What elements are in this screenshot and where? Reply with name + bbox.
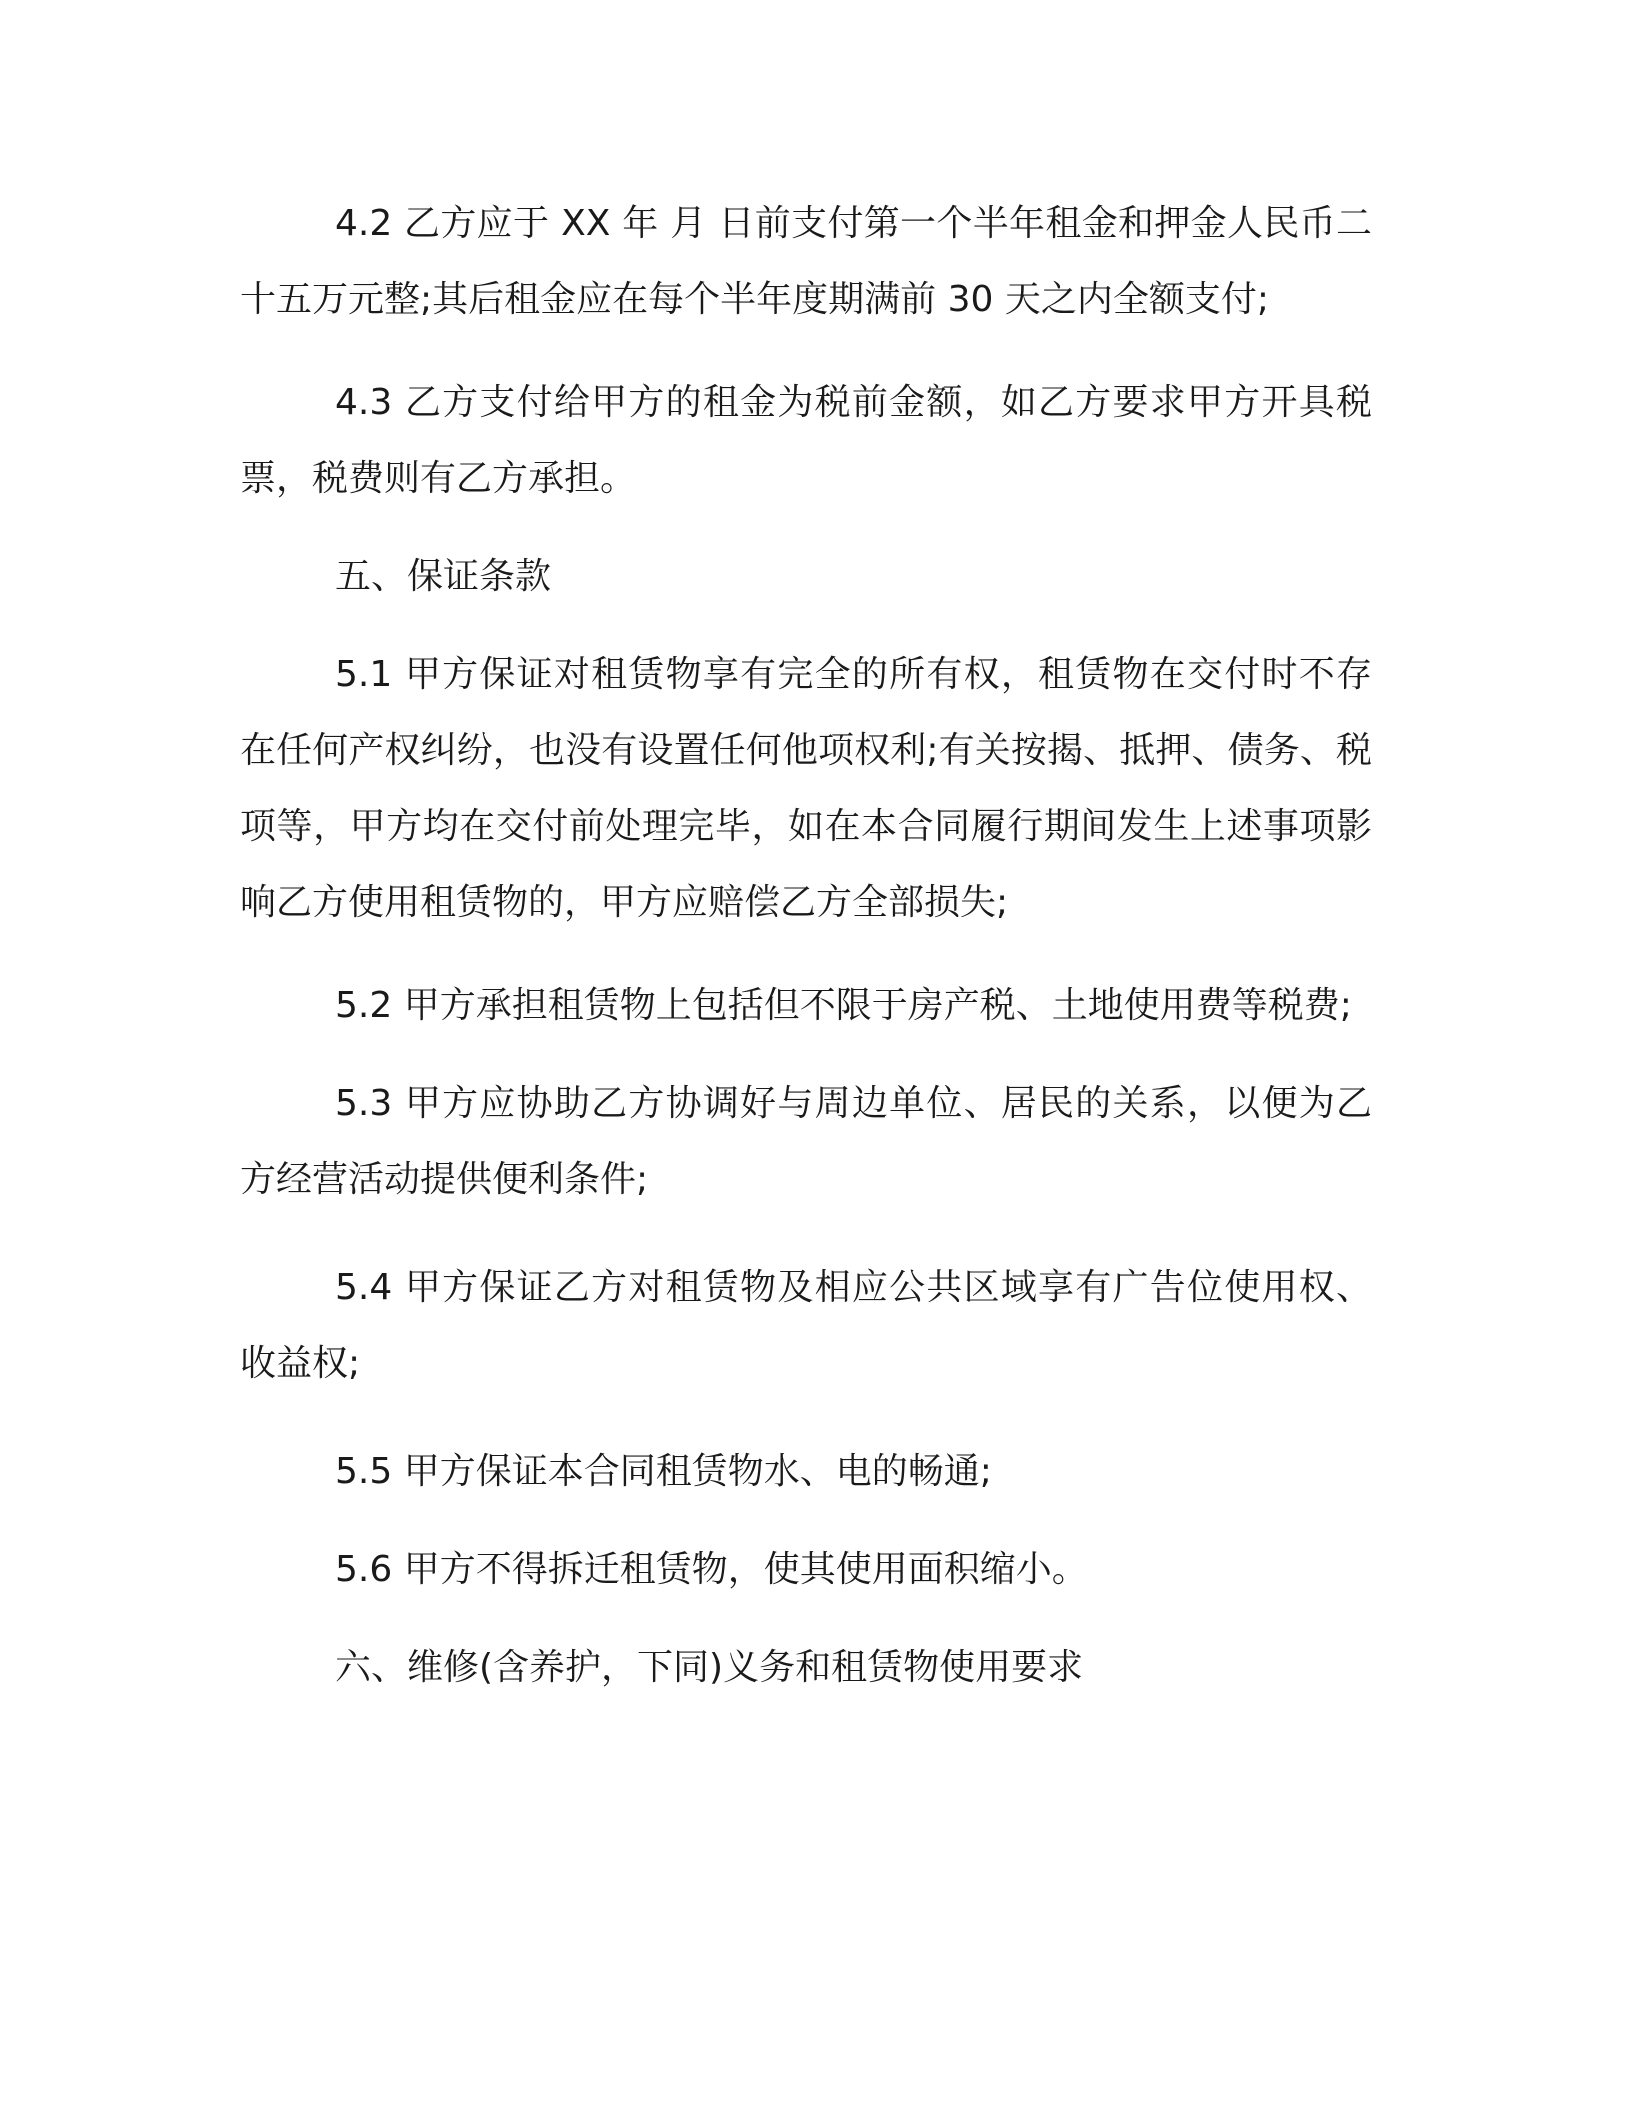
clause-5-4: 5.4 甲方保证乙方对租赁物及相应公共区域享有广告位使用权、收益权; xyxy=(240,1267,1372,1384)
section-heading-5: 五、保证条款 xyxy=(335,556,552,597)
clause-5-6: 5.6 甲方不得拆迁租赁物，使其使用面积缩小。 xyxy=(335,1549,1088,1590)
clause-4-3: 4.3 乙方支付给甲方的租金为税前金额，如乙方要求甲方开具税票，税费则有乙方承担。 xyxy=(240,382,1372,499)
clause-5-2: 5.2 甲方承担租赁物上包括但不限于房产税、土地使用费等税费; xyxy=(335,985,1352,1026)
clause-5-5: 5.5 甲方保证本合同租赁物水、电的畅通; xyxy=(335,1451,992,1492)
clause-5-3: 5.3 甲方应协助乙方协调好与周边单位、居民的关系，以便为乙方经营活动提供便利条件; xyxy=(240,1083,1372,1200)
section-heading-6: 六、维修(含养护，下同)义务和租赁物使用要求 xyxy=(335,1647,1084,1688)
clause-5-1: 5.1 甲方保证对租赁物享有完全的所有权，租赁物在交付时不存在任何产权纠纷，也没有设置任何他项权利;有关按揭、抵押、债务、税项等，甲方均在交付前处理完毕，如在本合同履行期间发生上述事项影响乙方使用租赁物的，甲方应赔偿乙方全部损失; xyxy=(240,654,1372,923)
clause-4-2: 4.2 乙方应于 XX 年 月 日前支付第一个半年租金和押金人民币二十五万元整;其后租金应在每个半年度期满前 30 天之内全额支付; xyxy=(240,203,1372,320)
document-body xyxy=(240,186,1372,1706)
